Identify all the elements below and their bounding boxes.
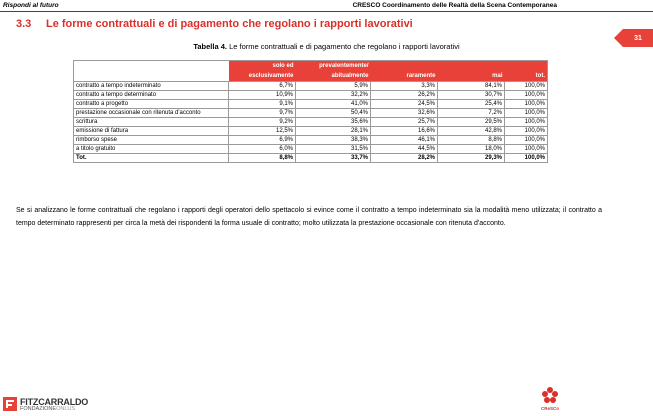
cell: 24,5% [371, 100, 438, 109]
section-number: 3.3 [16, 18, 32, 30]
table-row [74, 100, 548, 109]
table-row [74, 109, 548, 118]
cell: 8,8% [438, 136, 505, 145]
col-header-l1 [438, 61, 505, 72]
cell: 9,2% [229, 118, 296, 127]
header-corner [74, 71, 229, 82]
col-header: mai [438, 71, 505, 82]
cell: 10,9% [229, 91, 296, 100]
cresco-flower-icon [538, 386, 562, 406]
cell: 29,3% [438, 154, 505, 163]
fitzcarraldo-mark-icon [3, 397, 17, 411]
cell: 18,0% [438, 145, 505, 154]
table-caption-text: Le forme contrattuali e di pagamento che regolano i rapporti lavorativi [227, 42, 460, 51]
table-total-row [74, 154, 548, 163]
cell: 28,2% [371, 154, 438, 163]
cell: 84,1% [438, 82, 505, 91]
table-row [74, 118, 548, 127]
col-header-l1: solo ed [229, 61, 296, 72]
cell: 12,5% [229, 127, 296, 136]
table-row [74, 136, 548, 145]
cell: 29,5% [438, 118, 505, 127]
table-row [74, 82, 548, 91]
cell: 33,7% [296, 154, 371, 163]
section-heading [16, 18, 413, 30]
cell: 26,2% [371, 91, 438, 100]
row-label: contratto a progetto [74, 100, 229, 109]
cell: 100,0% [505, 109, 548, 118]
col-header: raramente [371, 71, 438, 82]
cell: 3,3% [371, 82, 438, 91]
running-header-right: CRESCO Coordinamento delle Realtà della Scena Contemporanea [352, 2, 557, 9]
table-row [74, 91, 548, 100]
cell: 100,0% [505, 118, 548, 127]
row-label: emissione di fattura [74, 127, 229, 136]
table-row [74, 145, 548, 154]
cell: 100,0% [505, 100, 548, 109]
header-divider [0, 11, 653, 12]
cell: 30,7% [438, 91, 505, 100]
cell: 6,7% [229, 82, 296, 91]
contract-forms-table [73, 60, 548, 163]
cell: 50,4% [296, 109, 371, 118]
table-caption-prefix: Tabella 4. [193, 42, 227, 51]
cell: 42,8% [438, 127, 505, 136]
col-header: tot. [505, 71, 548, 82]
cell: 41,0% [296, 100, 371, 109]
cresco-logo [538, 386, 562, 414]
fitzcarraldo-logo [3, 397, 103, 413]
cell: 32,6% [371, 109, 438, 118]
col-header: esclusivamente [229, 71, 296, 82]
logo-name: FITZCARRALDO [20, 397, 89, 407]
cell: 5,9% [296, 82, 371, 91]
cell: 7,2% [438, 109, 505, 118]
cell: 100,0% [505, 91, 548, 100]
row-label: rimborso spese [74, 136, 229, 145]
col-header: abitualmente [296, 71, 371, 82]
table-row [74, 127, 548, 136]
row-label: contratto a tempo determinato [74, 91, 229, 100]
table-caption [0, 42, 653, 51]
logo-subtitle: FONDAZIONEONLUS [20, 406, 76, 412]
cell: 25,7% [371, 118, 438, 127]
cell: 35,6% [296, 118, 371, 127]
cell: 6,0% [229, 145, 296, 154]
cell: 28,1% [296, 127, 371, 136]
row-label: contratto a tempo indeterminato [74, 82, 229, 91]
col-header-l1: prevalentemente/ [296, 61, 371, 72]
cell: 9,7% [229, 109, 296, 118]
col-header-l1 [505, 61, 548, 72]
cell: 100,0% [505, 127, 548, 136]
body-paragraph: Se si analizzano le forme contrattuali che regolano i rapporti degli operatori dello spettacolo si evince come il contratto a tempo indeterminato sia la modalità meno utilizzata; il contratto a tempo determinato rappresenti per circa la metà dei rispondenti la forma usuale di contratto; molto utilizzata la prestazione occasionale con ritenuta d'acconto. [16, 207, 602, 227]
cell: 32,2% [296, 91, 371, 100]
row-label: prestazione occasionale con ritenuta d'acconto [74, 109, 229, 118]
cell: 25,4% [438, 100, 505, 109]
page-number: 31 [634, 34, 642, 42]
row-label: scrittura [74, 118, 229, 127]
row-label: a titolo gratuito [74, 145, 229, 154]
header-corner [74, 61, 229, 72]
cell: 38,3% [296, 136, 371, 145]
section-title: Le forme contrattuali e di pagamento che regolano i rapporti lavorativi [46, 18, 413, 30]
cell: 31,5% [296, 145, 371, 154]
cell: 6,9% [229, 136, 296, 145]
cresco-logo-text: CReSCo [540, 406, 559, 411]
cell: 100,0% [505, 154, 548, 163]
cell: 100,0% [505, 145, 548, 154]
cell: 100,0% [505, 82, 548, 91]
cell: 16,6% [371, 127, 438, 136]
running-header-left: Rispondi al futuro [3, 2, 59, 9]
cell: 9,1% [229, 100, 296, 109]
cell: 46,1% [371, 136, 438, 145]
cell: 8,8% [229, 154, 296, 163]
col-header-l1 [371, 61, 438, 72]
cell: 100,0% [505, 136, 548, 145]
cell: 44,5% [371, 145, 438, 154]
row-label: Tot. [74, 154, 229, 163]
